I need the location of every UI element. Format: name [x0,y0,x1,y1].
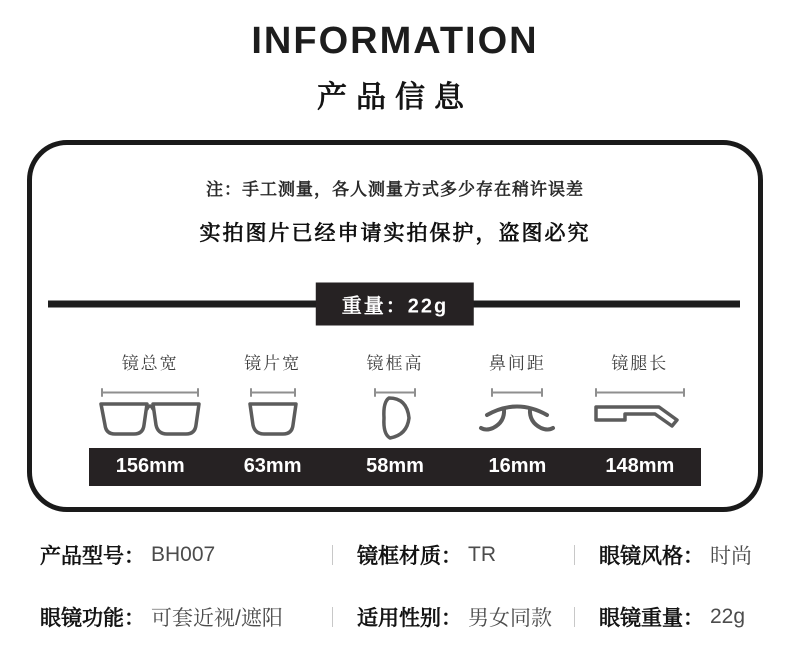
spec-value: BH007 [151,542,216,566]
spec-style [564,540,760,570]
spec-label: 眼镜风格： [599,544,704,568]
measurement-value: 148mm [605,455,675,478]
measurement-icons-row [89,380,701,440]
frame-height-icon [334,380,456,440]
measurement-value: 16mm [488,455,547,478]
glasses-front-width-icon [89,380,211,440]
copyright-warning: 实拍图片已经申请实拍保护，盗图必究 [199,221,591,245]
nose-bridge-icon [456,380,578,440]
spec-label: 眼镜重量： [599,606,704,630]
spec-value: 男女同款 [468,606,552,630]
spec-value: 可套近视/遮阳 [151,606,283,630]
spec-row [30,540,760,570]
measurement-panel [27,140,763,512]
spec-label: 眼镜功能： [40,606,145,630]
weight-divider-row [32,285,758,323]
spec-label: 镜框材质： [357,544,462,568]
spec-row [30,602,760,632]
measurement-values-bar [89,448,701,486]
measurement-value: 63mm [243,455,302,478]
product-specs [30,540,760,632]
page-title: INFORMATION [251,20,539,62]
measurement-label: 鼻间距 [488,353,546,373]
measurement-label: 镜腿长 [611,353,669,373]
measurement-value: 156mm [115,455,185,478]
temple-length-icon [579,380,701,440]
spec-value: 时尚 [710,544,752,568]
measurement-label: 镜总宽 [121,353,179,373]
measurement-label: 镜片宽 [244,353,302,373]
spec-model [30,540,322,570]
measurement-labels-row [89,349,701,374]
spec-label: 适用性别： [357,606,462,630]
page-header [0,0,790,116]
spec-frame-material [322,540,564,570]
lens-width-icon [211,380,333,440]
spec-value: 22g [710,604,746,628]
weight-badge: 重量：22g [316,282,474,325]
measurement-value: 58mm [366,455,424,478]
spec-function [30,602,322,632]
measurement-label: 镜框高 [366,353,424,373]
spec-gender [322,602,564,632]
spec-label: 产品型号： [40,544,145,568]
page-subtitle: 产品信息 [317,80,473,114]
spec-value: TR [468,542,496,566]
measurement-disclaimer: 注：手工测量，各人测量方式多少存在稍许误差 [206,179,584,199]
spec-weight [564,602,760,632]
